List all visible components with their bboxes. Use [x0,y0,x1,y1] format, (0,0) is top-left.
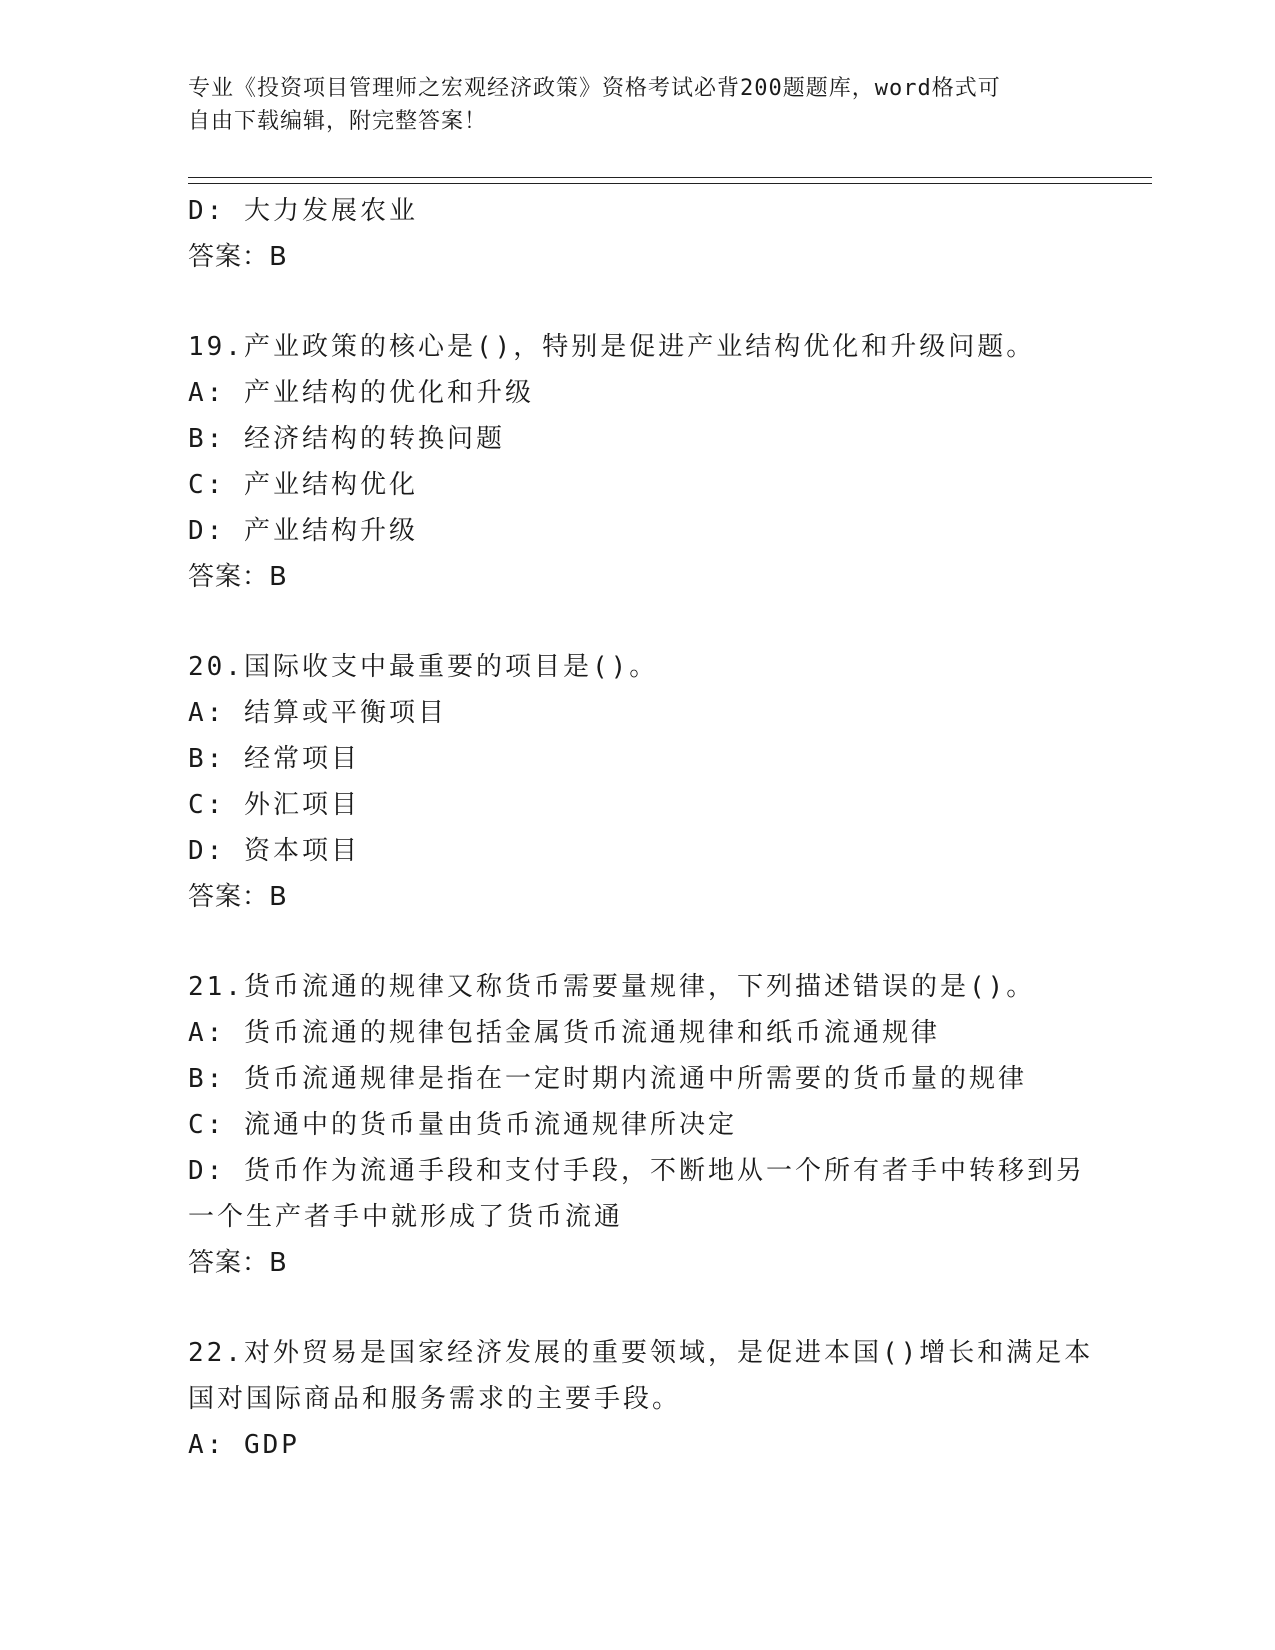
previous-answer: 答案：B [188,242,288,272]
option-c: C: 流通中的货币量由货币流通规律所决定 [188,1110,737,1140]
question-stem: 19.产业政策的核心是()，特别是促进产业结构优化和升级问题。 [188,332,1036,362]
option-d-continued: 一个生产者手中就形成了货币流通 [188,1202,624,1232]
question-19 [188,324,1088,600]
question-gap [188,920,1088,964]
question-20 [188,644,1088,920]
option-b: B: 经济结构的转换问题 [188,424,505,454]
option-b: B: 货币流通规律是指在一定时期内流通中所需要的货币量的规律 [188,1064,1027,1094]
question-gap [188,280,1088,324]
question-gap [188,1286,1088,1330]
option-c: C: 产业结构优化 [188,470,418,500]
option-b: B: 经常项目 [188,744,360,774]
option-a: A: GDP [188,1430,300,1460]
option-d: D: 资本项目 [188,836,360,866]
question-content [188,188,1094,1468]
option-d: D: 产业结构升级 [188,516,418,546]
question-gap [188,600,1088,644]
answer: 答案：B [188,562,288,592]
previous-option-d: D: 大力发展农业 [188,196,418,226]
question-stem: 20.国际收支中最重要的项目是()。 [188,652,659,682]
question-stem-continued: 国对国际商品和服务需求的主要手段。 [188,1384,682,1414]
question-stem: 21.货币流通的规律又称货币需要量规律，下列描述错误的是()。 [188,972,1036,1002]
question-21 [188,964,1088,1286]
option-a: A: 产业结构的优化和升级 [188,378,534,408]
header-title-line-2: 自由下载编辑，附完整答案！ [188,109,488,134]
option-c: C: 外汇项目 [188,790,360,820]
page-header [188,72,1088,138]
option-a: A: 结算或平衡项目 [188,698,447,728]
answer: 答案：B [188,1248,288,1278]
header-divider [188,177,1152,184]
answer: 答案：B [188,882,288,912]
option-a: A: 货币流通的规律包括金属货币流通规律和纸币流通规律 [188,1018,940,1048]
option-d: D: 货币作为流通手段和支付手段，不断地从一个所有者手中转移到另 [188,1156,1085,1186]
question-stem: 22.对外贸易是国家经济发展的重要领域，是促进本国()增长和满足本 [188,1338,1094,1368]
header-title-line-1: 专业《投资项目管理师之宏观经济政策》资格考试必背200题题库，word格式可 [188,76,1001,101]
question-22 [188,1330,1094,1468]
